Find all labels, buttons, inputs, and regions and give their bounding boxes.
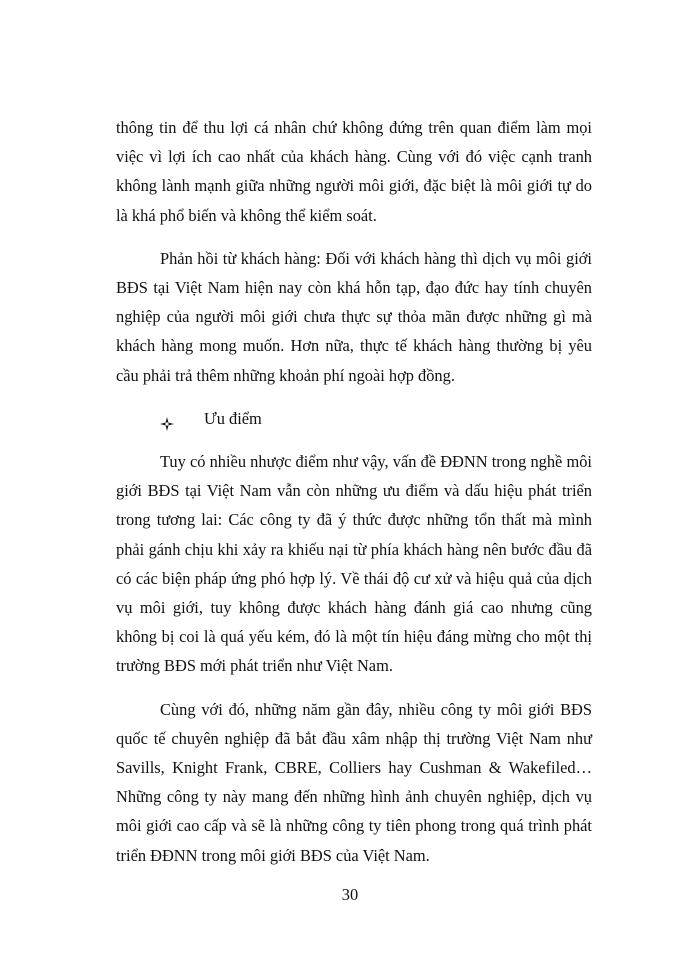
paragraph-advantages: Tuy có nhiều nhược điểm như vậy, vấn đề ĐĐNN trong nghề môi giới BĐS tại Việt Nam vẫn còn những ưu điểm và dấu hiệu phát triển trong tương lai: Các công ty đã ý thức được những tổn thất mà mình phải gánh chịu khi xảy ra khiếu nại từ phía khách hàng nên bước đầu đã có các biện pháp ứng phó hợp lý. Về thái độ cư xử và hiệu quả của dịch vụ môi giới, tuy không được khách hàng đánh giá cao nhưng cũng không bị coi là quá yếu kém, đó là một tín hiệu đáng mừng cho một thị trường BĐS mới phát triển như Việt Nam. — [116, 452, 592, 676]
paragraph-continuation: thông tin để thu lợi cá nhân chứ không đứng trên quan điểm làm mọi việc vì lợi ích cao nhất của khách hàng. Cùng với đó việc cạnh tranh không lành mạnh giữa những người môi giới, đặc biệt là môi giới tự do là khá phổ biến và không thể kiểm soát. — [116, 118, 592, 225]
paragraph-customer-feedback: Phản hồi từ khách hàng: Đối với khách hàng thì dịch vụ môi giới BĐS tại Việt Nam hiện nay còn khá hỗn tạp, đạo đức hay tính chuyên nghiệp của người môi giới chưa thực sự thỏa mãn được những gì mà khách hàng mong muốn. Hơn nữa, thực tế khách hàng thường bị yêu cầu phải trả thêm những khoản phí ngoài hợp đồng. — [116, 248, 592, 385]
document-body — [116, 113, 592, 884]
section-heading-text: Ưu điểm — [204, 408, 262, 428]
diamond-bullet-icon — [160, 411, 174, 425]
page-number: 30 — [341, 885, 359, 904]
paragraph-international-firms: Cùng với đó, những năm gần đây, nhiều công ty môi giới BĐS quốc tế chuyên nghiệp đã bắt đầu xâm nhập thị trường Việt Nam như Savills, Knight Frank, CBRE, Colliers hay Cushman & Wakefiled… Những công ty này mang đến những hình ảnh chuyên nghiệp, dịch vụ môi giới cao cấp và sẽ là những công ty tiên phong trong quá trình phát triển ĐĐNN trong môi giới BĐS của Việt Nam. — [116, 699, 592, 865]
section-heading-advantages — [116, 404, 592, 433]
